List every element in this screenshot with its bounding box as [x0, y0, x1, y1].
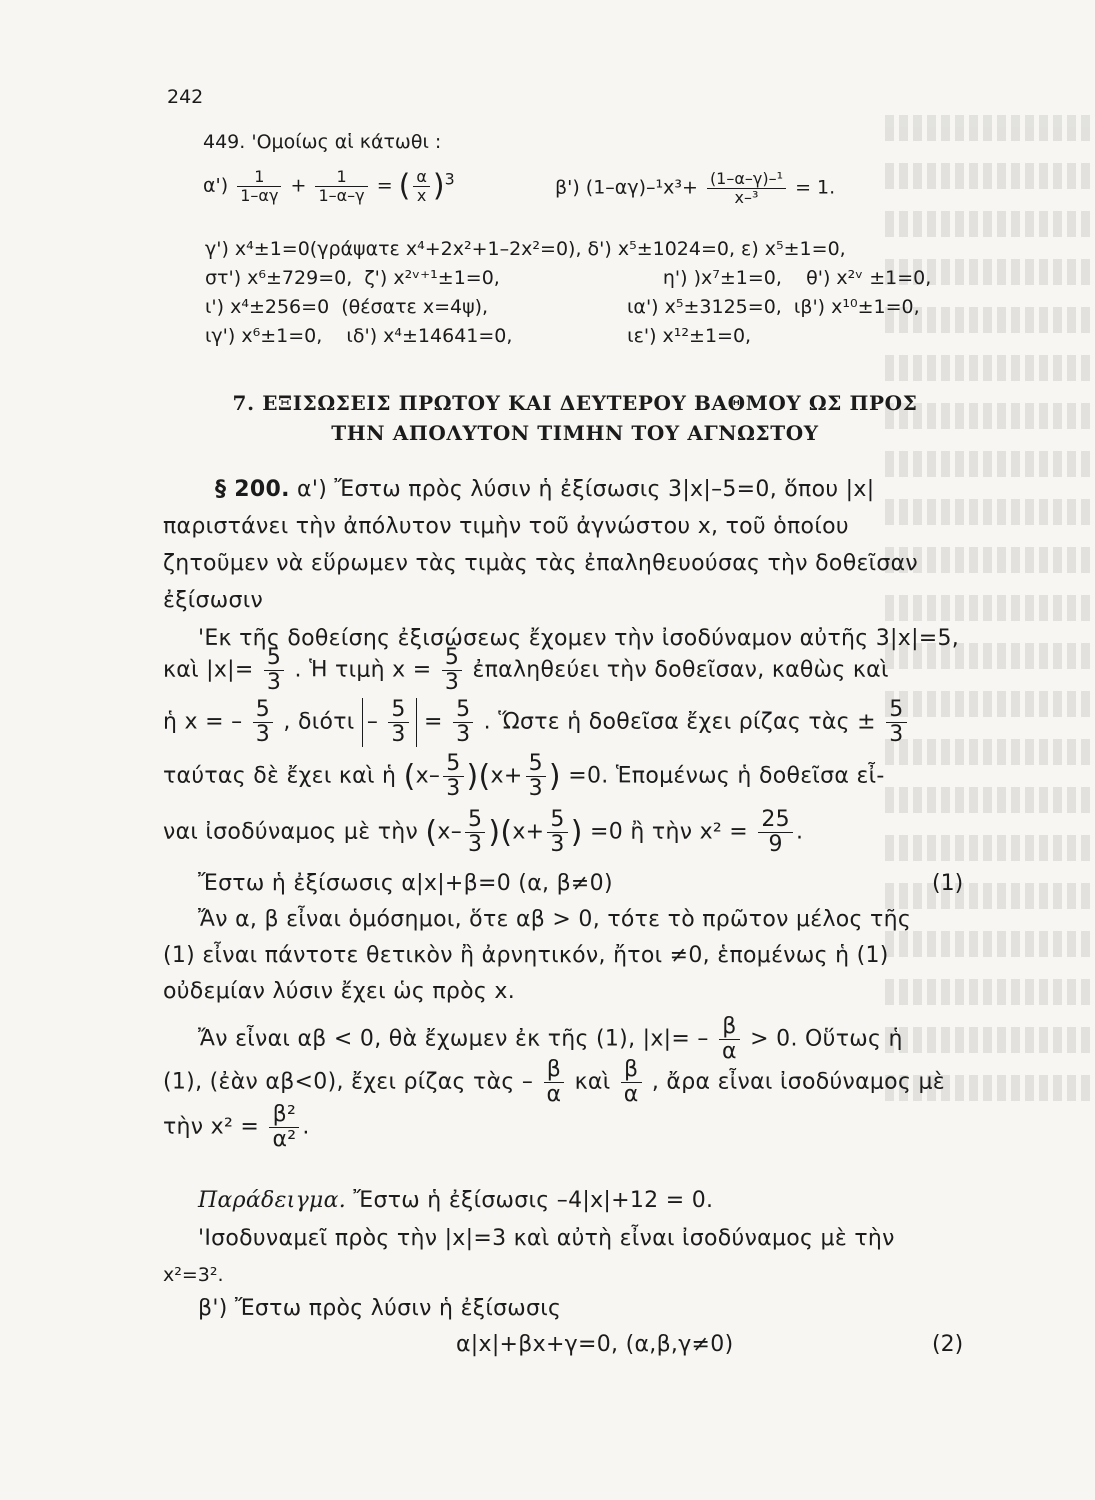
frac-beta-alpha-b: $\frac{\beta}{\alpha}$ [544, 1058, 565, 1107]
section-number: § 200. [215, 477, 290, 502]
paragraph-2-line-1: 'Εκ τῆς δοθείσης ἐξισώσεως ἔχομεν τὴν ἰσοδύναμον αὐτῆς 3|x|=5, [198, 626, 960, 651]
paragraph-2-line-4: ταύτας δὲ ἔχει καὶ ἡ (x– $\frac{5}{3}$ )(x+ $\frac{5}{3}$ ) =0. Ἑπομένως ἡ δοθεῖσα εἶ- [163, 751, 885, 802]
eq-a-frac3: $\frac{\alpha}{x}$ [413, 168, 430, 204]
frac-5-3-b: $\frac{5}{3}$ [442, 646, 462, 695]
page-number: 242 [167, 86, 204, 108]
paragraph-4-line-3: οὐδεμίαν λύσιν ἔχει ὡς πρὸς x. [163, 979, 516, 1004]
eq-a-frac2: $\frac{1}{1-\alpha-\gamma}$ [315, 168, 367, 204]
frac-5-3-c: $\frac{5}{3}$ [253, 698, 273, 747]
section-heading-line2: ΤΗΝ ΑΠΟΛΥΤΟΝ ΤΙΜΗΝ ΤΟΥ ΑΓΝΩΣΤΟΥ [331, 421, 819, 445]
example-line-2: 'Ισοδυναμεῖ πρὸς τὴν |x|=3 καὶ αὐτὴ εἶναι ἰσοδύναμος μὲ τὴν [198, 1226, 895, 1251]
paragraph-5-line-3: τὴν x² = $\frac{\text{β²}}{\text{α²}}$ . [163, 1102, 310, 1153]
paragraph-5-line-1: Ἄν εἶναι αβ < 0, θὰ ἔχωμεν ἐκ τῆς (1), |x|= – $\frac{\beta}{\alpha}$ > 0. Οὕτως ἡ [198, 1014, 903, 1065]
exercise-row-st: στ') x⁶±729=0, ζ') x²ᵛ⁺¹±1=0, η') )x⁷±1=0, θ') x²ᵛ ±1=0, [205, 267, 932, 289]
paragraph-5-line-2: (1), (ἐὰν αβ<0), ἔχει ρίζας τὰς – $\frac{\beta}{\alpha}$ καὶ $\frac{\beta}{\alpha}$ , ἄρα εἶναι ἰσοδύναμος μὲ [163, 1057, 945, 1108]
paragraph-4-line-2: (1) εἶναι πάντοτε θετικὸν ἢ ἀρνητικόν, ἤτοι ≠0, ἑπομένως ἡ (1) [163, 943, 889, 968]
exercise-intro: 449. 'Ομοίως αἱ κάτωθι : [203, 131, 442, 153]
paragraph-1-line-1 [215, 477, 874, 502]
paragraph-1-line-4: ἐξίσωσιν [163, 588, 264, 613]
eq-b-right: = 1. [795, 176, 836, 199]
paragraph-1-line-3: ζητοῦμεν νὰ εὕρωμεν τὰς τιμὰς τὰς ἐπαληθευούσας τὴν δοθεῖσαν [163, 551, 919, 576]
frac-beta2-alpha2: $\frac{\text{β²}}{\text{α²}}$ [269, 1103, 299, 1152]
eq-a-equals: = [376, 174, 393, 197]
frac-5-3-a: $\frac{5}{3}$ [264, 646, 284, 695]
equation-1-number: (1) [932, 871, 964, 896]
frac-beta-alpha-c: $\frac{\beta}{\alpha}$ [621, 1058, 642, 1107]
frac-5-3-e: $\frac{5}{3}$ [886, 698, 906, 747]
paragraph-4-line-1: Ἄν α, β εἶναι ὁμόσημοι, ὅτε αβ > 0, τότε τὸ πρῶτον μέλος τῆς [198, 907, 912, 932]
exercise-row-i: ι') x⁴±256=0 (θέσατε x=4ψ), ια') x⁵±3125=0, ιβ') x¹⁰±1=0, [205, 296, 920, 318]
equation-2-number: (2) [932, 1332, 964, 1357]
paragraph-6-line-1: β') Ἔστω πρὸς λύσιν ἡ ἐξίσωσις [198, 1296, 562, 1321]
paragraph-2-line-3: ἡ x = – $\frac{5}{3}$ , διότι – $\frac{5}{3}$ = $\frac{5}{3}$ . Ὥστε ἡ δοθεῖσα ἔχει ρίζας τὰς ± $\frac{5}{3}$ [163, 698, 910, 747]
equation-2: α|x|+βx+γ=0, (α,β,γ≠0) [456, 1332, 734, 1357]
p1-l1-text: α') Ἔστω πρὸς λύσιν ἡ ἐξίσωσις 3|x|–5=0, ὅπου |x| [297, 477, 875, 502]
paragraph-2-line-5: ναι ἰσοδύναμος μὲ τὴν (x– $\frac{5}{3}$ )(x+ $\frac{5}{3}$ ) =0 ἢ τὴν x² = $\frac{25}{9}$ . [163, 807, 804, 858]
eq-b-left: β') (1–αγ)–¹x³+ [555, 176, 698, 199]
equation-b [555, 170, 835, 206]
frac-5-3-d: $\frac{5}{3}$ [453, 698, 473, 747]
example-line-1: Παράδειγμα. Ἔστω ἡ ἐξίσωσις –4|x|+12 = 0. [198, 1188, 714, 1213]
section-heading-line1: 7. ΕΞΙΣΩΣΕΙΣ ΠΡΩΤΟΥ ΚΑΙ ΔΕΥΤΕΡΟΥ ΒΑΘΜΟΥ ΩΣ ΠΡΟΣ [232, 391, 918, 415]
paragraph-1-line-2: παριστάνει τὴν ἀπόλυτον τιμὴν τοῦ ἀγνώστου x, τοῦ ὁποίου [163, 514, 849, 539]
exercise-row-g: γ') x⁴±1=0(γράψατε x⁴+2x²+1–2x²=0), δ') x⁵±1024=0, ε) x⁵±1=0, [205, 238, 846, 260]
example-label: Παράδειγμα. [198, 1188, 347, 1213]
frac-25-9: $\frac{25}{9}$ [758, 808, 793, 857]
equation-a: α') $\frac{1}{1-\alpha\gamma}$ + $\frac{1}{1-\alpha-\gamma}$ = ( $\frac{\alpha}{x}$ )$^3$ [203, 167, 455, 205]
eq-b-frac: $\frac{\text{(1–α–γ)–¹}}{\text{x–³}}$ [707, 170, 786, 206]
equation-1: Ἔστω ἡ ἐξίσωσις α|x|+β=0 (α, β≠0) [198, 871, 613, 896]
absolute-value: – $\frac{5}{3}$ [362, 698, 417, 747]
frac-beta-alpha-a: $\frac{\beta}{\alpha}$ [719, 1015, 740, 1064]
example-line-3: x²=3². [163, 1264, 224, 1286]
eq-a-plus: + [290, 174, 307, 197]
eq-a-label: α') [203, 174, 229, 197]
paragraph-2-line-2: καὶ |x|= $\frac{5}{3}$ . Ἡ τιμὴ x = $\frac{5}{3}$ ἐπαληθεύει τὴν δοθεῖσαν, καθὼς καὶ [163, 645, 889, 696]
eq-a-frac1: $\frac{1}{1-\alpha\gamma}$ [237, 168, 281, 204]
exercise-row-ig: ιγ') x⁶±1=0, ιδ') x⁴±14641=0, ιε') x¹²±1=0, [205, 325, 752, 347]
eq-a-power: 3 [444, 169, 455, 189]
